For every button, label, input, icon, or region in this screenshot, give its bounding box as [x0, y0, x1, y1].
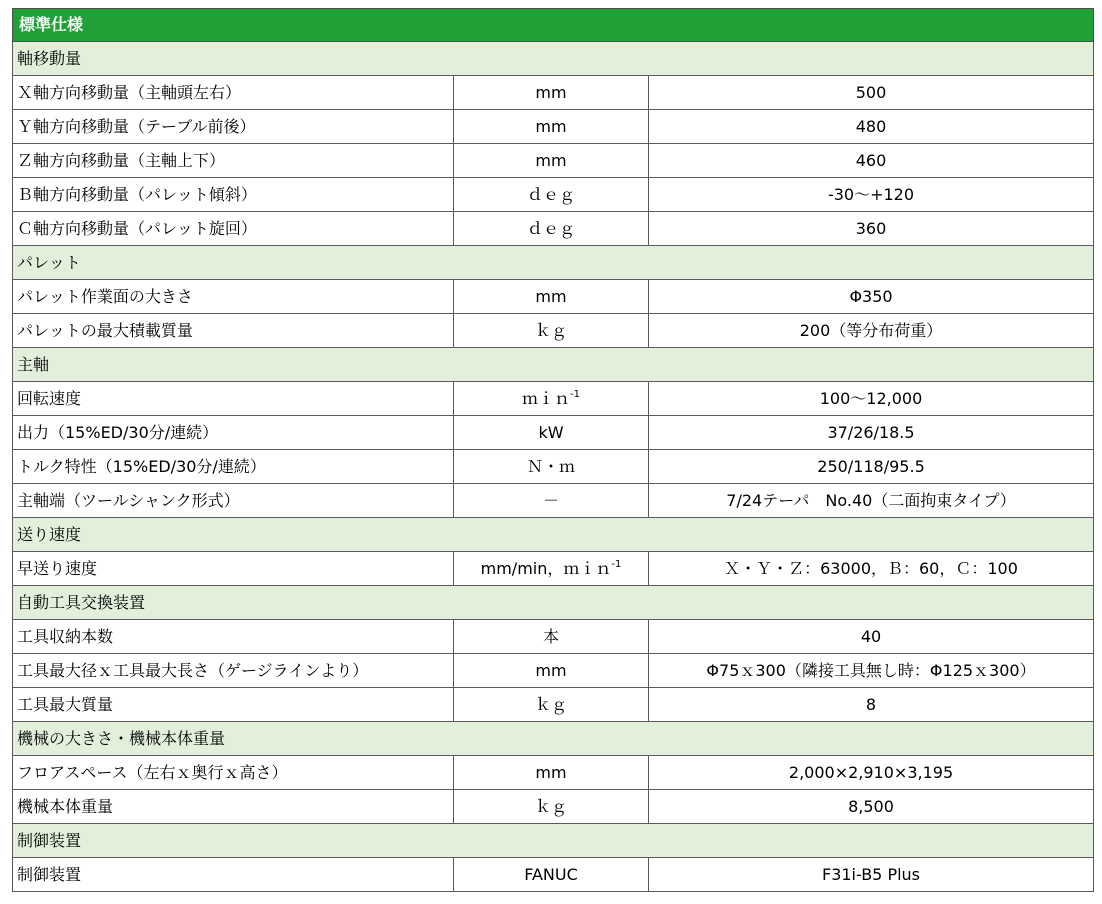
spec-value: 7/24テーパ No.40（二面拘束タイプ） — [649, 484, 1094, 518]
spec-unit-cell — [454, 858, 649, 892]
spec-unit: mm — [535, 763, 567, 782]
section-heading: 送り速度 — [13, 518, 1094, 552]
spec-unit-cell — [454, 654, 649, 688]
title-row — [13, 9, 1094, 42]
spec-unit-cell — [454, 450, 649, 484]
spec-unit: Ｎ・ｍ — [526, 457, 575, 476]
spec-unit-cell — [454, 110, 649, 144]
spec-value: 100～12,000 — [649, 382, 1094, 416]
spec-value: Φ350 — [649, 280, 1094, 314]
section-header-row — [13, 348, 1094, 382]
spec-row — [13, 110, 1094, 144]
spec-unit-cell — [454, 382, 649, 416]
section-heading: 制御装置 — [13, 824, 1094, 858]
spec-unit: mm — [535, 151, 567, 170]
spec-row — [13, 144, 1094, 178]
spec-value: 200（等分布荷重） — [649, 314, 1094, 348]
spec-unit-cell — [454, 552, 649, 586]
spec-unit: ｋｇ — [534, 695, 567, 714]
spec-unit: mm — [535, 661, 567, 680]
spec-row — [13, 484, 1094, 518]
spec-unit: － — [542, 491, 559, 510]
spec-item-name: Ｙ軸方向移動量（テーブル前後） — [13, 110, 454, 144]
spec-row — [13, 382, 1094, 416]
spec-unit: mm — [535, 117, 567, 136]
spec-item-name: フロアスペース（左右ｘ奥行ｘ高さ） — [13, 756, 454, 790]
spec-value: 500 — [649, 76, 1094, 110]
spec-row — [13, 688, 1094, 722]
table-title: 標準仕様 — [13, 9, 1094, 42]
spec-item-name: 早送り速度 — [13, 552, 454, 586]
spec-item-name: 制御装置 — [13, 858, 454, 892]
spec-value: Ｘ・Ｙ・Ｚ：63000，Ｂ：60，Ｃ：100 — [649, 552, 1094, 586]
spec-row — [13, 620, 1094, 654]
spec-item-name: Ｂ軸方向移動量（パレット傾斜） — [13, 178, 454, 212]
spec-unit-cell — [454, 484, 649, 518]
spec-value: F31i-B5 Plus — [649, 858, 1094, 892]
spec-item-name: パレットの最大積載質量 — [13, 314, 454, 348]
section-heading: 自動工具交換装置 — [13, 586, 1094, 620]
spec-item-name: 主軸端（ツールシャンク形式） — [13, 484, 454, 518]
spec-unit: ｍｉｎ — [522, 389, 571, 408]
spec-value: 360 — [649, 212, 1094, 246]
spec-row — [13, 314, 1094, 348]
spec-row — [13, 212, 1094, 246]
section-header-row — [13, 246, 1094, 280]
spec-unit: ｄｅｇ — [526, 219, 575, 238]
section-header-row — [13, 824, 1094, 858]
spec-row — [13, 178, 1094, 212]
section-heading: 軸移動量 — [13, 42, 1094, 76]
spec-value: 8,500 — [649, 790, 1094, 824]
spec-value: 8 — [649, 688, 1094, 722]
spec-unit: FANUC — [524, 865, 578, 884]
spec-unit-cell — [454, 212, 649, 246]
spec-unit: mm — [535, 287, 567, 306]
spec-value: 40 — [649, 620, 1094, 654]
section-header-row — [13, 586, 1094, 620]
spec-value: 460 — [649, 144, 1094, 178]
spec-value: 2,000×2,910×3,195 — [649, 756, 1094, 790]
spec-item-name: 回転速度 — [13, 382, 454, 416]
spec-item-name: 工具収納本数 — [13, 620, 454, 654]
section-heading: 機械の大きさ・機械本体重量 — [13, 722, 1094, 756]
spec-unit: mm — [535, 83, 567, 102]
spec-item-name: トルク特性（15%ED/30分/連続） — [13, 450, 454, 484]
spec-row — [13, 654, 1094, 688]
spec-row — [13, 280, 1094, 314]
spec-unit-cell — [454, 280, 649, 314]
spec-unit-cell — [454, 790, 649, 824]
spec-unit-cell — [454, 314, 649, 348]
spec-unit: ｋｇ — [534, 321, 567, 340]
section-heading: 主軸 — [13, 348, 1094, 382]
spec-value: 480 — [649, 110, 1094, 144]
spec-value: 37/26/18.5 — [649, 416, 1094, 450]
spec-item-name: 出力（15%ED/30分/連続） — [13, 416, 454, 450]
spec-row — [13, 552, 1094, 586]
spec-row — [13, 756, 1094, 790]
spec-value: -30～+120 — [649, 178, 1094, 212]
spec-unit-cell — [454, 178, 649, 212]
spec-row — [13, 76, 1094, 110]
spec-unit: kW — [538, 423, 564, 442]
spec-unit: mm/min，ｍｉｎ — [480, 559, 612, 578]
spec-unit: 本 — [542, 627, 559, 646]
spec-unit-cell — [454, 416, 649, 450]
spec-unit-cell — [454, 144, 649, 178]
spec-table — [12, 8, 1094, 892]
section-header-row — [13, 722, 1094, 756]
spec-unit-cell — [454, 620, 649, 654]
spec-item-name: 工具最大径ｘ工具最大長さ（ゲージラインより） — [13, 654, 454, 688]
spec-unit-cell — [454, 688, 649, 722]
spec-unit-cell — [454, 756, 649, 790]
section-heading: パレット — [13, 246, 1094, 280]
spec-item-name: 機械本体重量 — [13, 790, 454, 824]
spec-item-name: Ｘ軸方向移動量（主軸頭左右） — [13, 76, 454, 110]
spec-unit: ｋｇ — [534, 797, 567, 816]
spec-unit-exponent: -1 — [611, 559, 622, 570]
spec-unit: ｄｅｇ — [526, 185, 575, 204]
spec-item-name: 工具最大質量 — [13, 688, 454, 722]
spec-row — [13, 416, 1094, 450]
section-header-row — [13, 518, 1094, 552]
spec-row — [13, 790, 1094, 824]
spec-item-name: Ｚ軸方向移動量（主軸上下） — [13, 144, 454, 178]
spec-unit-cell — [454, 76, 649, 110]
spec-item-name: Ｃ軸方向移動量（パレット旋回） — [13, 212, 454, 246]
spec-row — [13, 450, 1094, 484]
spec-value: Φ75ｘ300（隣接工具無し時：Φ125ｘ300） — [649, 654, 1094, 688]
spec-row — [13, 858, 1094, 892]
section-header-row — [13, 42, 1094, 76]
spec-unit-exponent: -1 — [570, 389, 580, 400]
spec-value: 250/118/95.5 — [649, 450, 1094, 484]
spec-item-name: パレット作業面の大きさ — [13, 280, 454, 314]
